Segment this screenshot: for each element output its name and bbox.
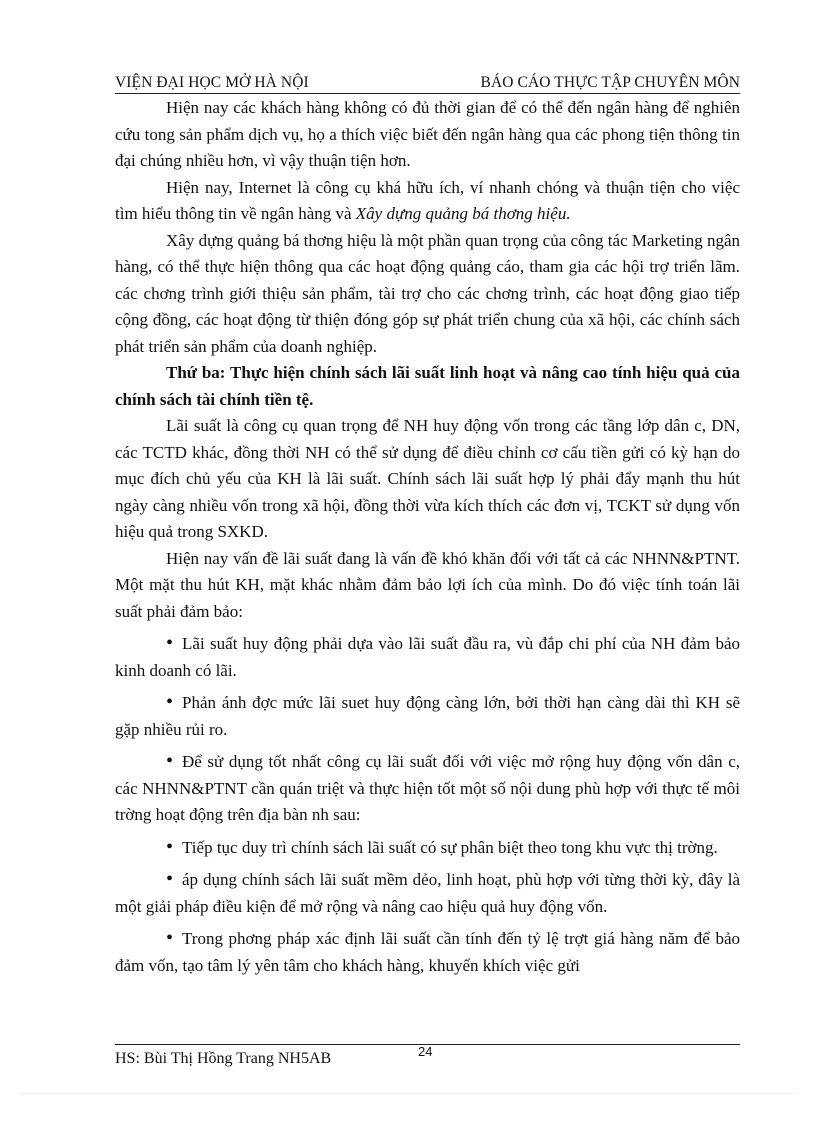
document-body	[115, 95, 740, 979]
page-number: 24	[418, 1044, 433, 1059]
bullet-item: • Tiếp tục duy trì chính sách lãi suất có sự phân biệt theo tong khu vực thị trờng.	[115, 834, 740, 862]
header-report-title: BÁO CÁO THỰC TẬP CHUYÊN MÔN	[480, 74, 740, 91]
page-header	[115, 74, 740, 94]
paragraph: Lãi suất là công cụ quan trọng để NH huy động vốn trong các tầng lớp dân c, DN, các TCTD khác, đồng thời NH có thể sử dụng để điều chỉnh cơ cấu tiền gửi có kỳ hạn do mục đích chủ yếu của KH là lãi suất. Chính sách lãi suất hợp lý phải đẩy mạnh thu hút ngày càng nhiều vốn trong xã hội, đồng thời vừa kích thích các đơn vị, TCKT sử dụng vốn hiệu quả trong SXKD.	[115, 416, 740, 541]
bullet-item: • Lãi suất huy động phải dựa vào lãi suất đầu ra, vù đắp chi phí của NH đảm bảo kinh doanh có lãi.	[115, 630, 740, 684]
section-heading: Thứ ba: Thực hiện chính sách lãi suất linh hoạt và nâng cao tính hiệu quả của chính sách tài chính tiền tệ.	[115, 363, 740, 409]
paragraph: Xây dựng quảng bá thơng hiệu là một phần quan trọng của công tác Marketing ngân hàng, có thể thực hiện thông qua các hoạt động quảng cáo, tham gia các hội trợ triển lãm. các chơng trình giới thiệu sản phẩm, tài trợ cho các chơng trình, các hoạt động giao tiếp cộng đồng, các hoạt động từ thiện đóng góp sự phát triển chung của xã hội, các chính sách phát triển sản phẩm của doanh nghiệp.	[115, 230, 740, 356]
bullet-item: • Để sử dụng tốt nhất công cụ lãi suất đối với việc mở rộng huy động vốn dân c, các NHNN&PTNT cần quán triệt và thực hiện tốt một số nội dung phù hợp với thực tế môi trờng hoạt động trên địa bàn nh sau:	[115, 748, 740, 829]
italic-phrase: Xây dựng quảng bá thơng hiệu.	[355, 204, 571, 223]
header-divider	[115, 93, 740, 94]
bullet-item: • Phản ánh đợc mức lãi suet huy động càng lớn, bởi thời hạn càng dài thì KH sẽ gặp nhiều rủi ro.	[115, 689, 740, 743]
footer-author: HS: Bùi Thị Hồng Trang NH5AB	[115, 1050, 332, 1067]
bullet-item: • Trong phơng pháp xác định lãi suất cần tính đến tỷ lệ trợt giá hàng năm để bảo đảm vốn, tạo tâm lý yên tâm cho khách hàng, khuyến khích việc gửi	[115, 925, 740, 979]
paragraph: Hiện nay vấn đề lãi suất đang là vấn đề khó khăn đối với tất cả các NHNN&PTNT. Một mặt thu hút KH, mặt khác nhằm đảm bảo lợi ích của mình. Do đó việc tính toán lãi suất phải đảm bảo:	[115, 548, 740, 621]
bullet-item: • áp dụng chính sách lãi suất mềm dẻo, linh hoạt, phù hợp với từng thời kỳ, đây là một giải pháp điều kiện để mở rộng và nâng cao hiệu quả huy động vốn.	[115, 866, 740, 920]
header-institution: VIỆN ĐẠI HỌC MỞ HÀ NỘI	[115, 74, 309, 91]
paragraph: Hiện nay, Internet là công cụ khá hữu ích, ví nhanh chóng và thuận tiện cho việc tìm hiểu thông tin về ngân hàng và Xây dựng quảng bá thơng hiệu.	[115, 177, 740, 223]
page-bottom-dotted-line	[20, 1093, 796, 1094]
paragraph: Hiện nay các khách hàng không có đủ thời gian để có thể đến ngân hàng để nghiên cứu tong sản phẩm dịch vụ, họ a thích việc biết đến ngân hàng qua các phong tiện thông tin đại chúng nhiều hơn, vì vậy thuận tiện hơn.	[115, 98, 740, 170]
